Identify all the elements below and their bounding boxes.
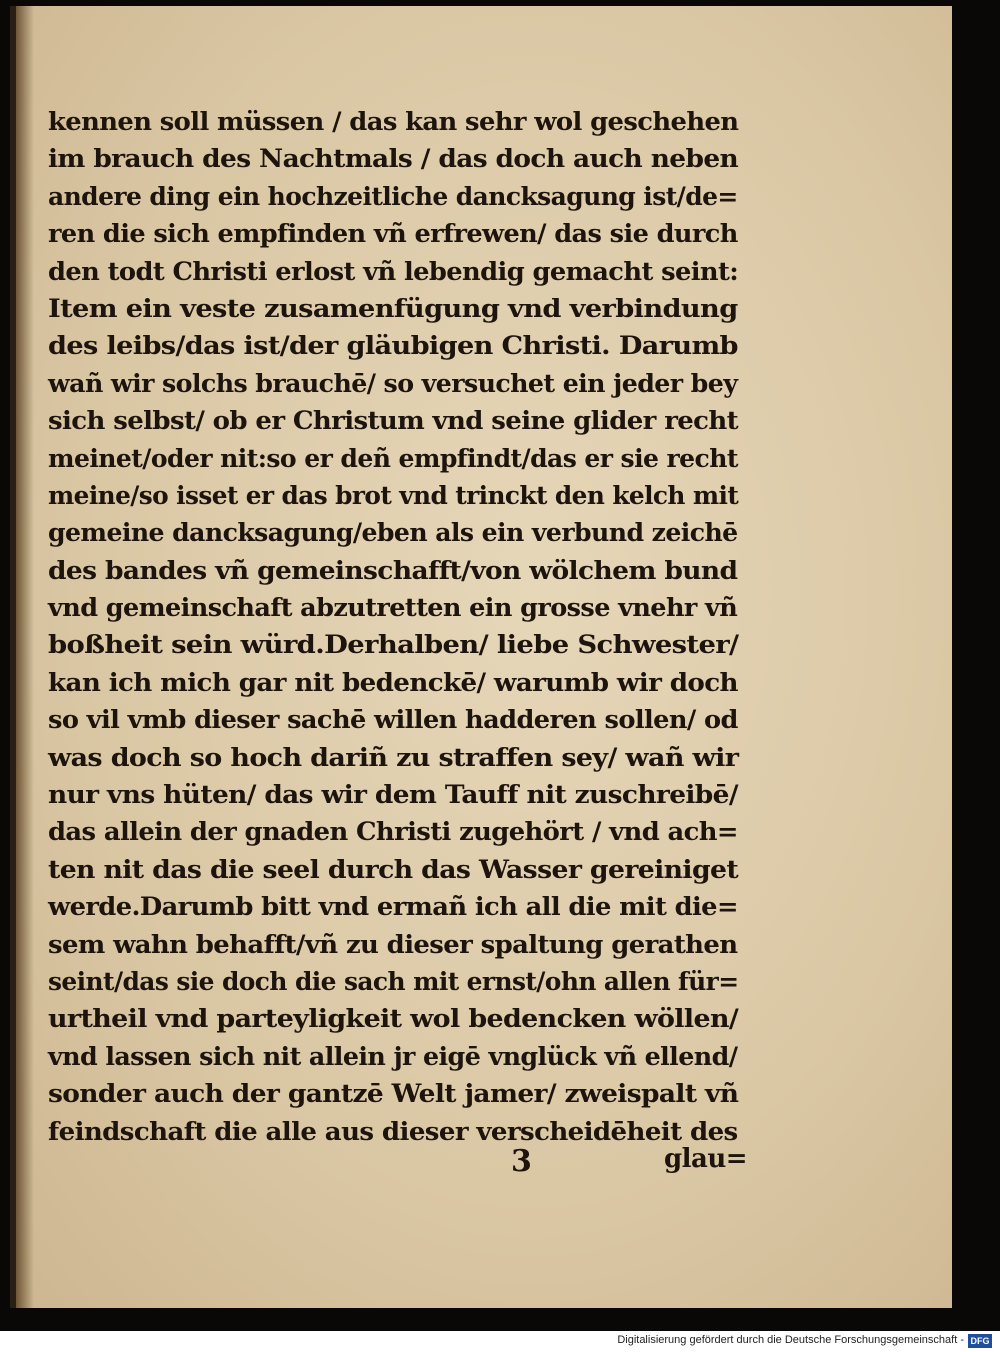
text-line: den todt Christi erlost vñ lebendig gemacht seint: [48, 256, 739, 287]
footer-bar [0, 1331, 1000, 1352]
text-line: sem wahn behafft/vñ zu dieser spaltung gerathen [48, 929, 738, 960]
page-gutter-shadow [16, 6, 34, 1308]
text-line: im brauch des Nachtmals / das doch auch neben [48, 144, 739, 175]
catchword: glau= [664, 1144, 748, 1174]
text-line: das allein der gnaden Christi zugehört / vnd ach= [48, 817, 738, 848]
text-line: Item ein veste zusamenfügung vnd verbindung [48, 293, 738, 324]
text-line: vnd lassen sich nit allein jr eigē vnglück vñ ellend/ [48, 1041, 738, 1072]
text-line: sonder auch der gantzē Welt jamer/ zweispalt vñ [48, 1079, 739, 1110]
text-line: kan ich mich gar nit bedenckē/ warumb wir doch [48, 667, 738, 698]
text-line: boßheit sein würd.Derhalben/ liebe Schwester/ [48, 630, 739, 661]
text-line: sich selbst/ ob er Christum vnd seine glider recht [48, 406, 739, 437]
text-line: gemeine dancksagung/eben als ein verbund zeichē [48, 518, 738, 549]
text-line: kennen soll müssen / das kan sehr wol geschehen [48, 107, 739, 137]
text-line: nur vns hüten/ das wir dem Tauff nit zuschreibē/ [48, 780, 738, 811]
text-line: seint/das sie doch die sach mit ernst/ohn allen für= [48, 966, 739, 997]
book-page [10, 6, 952, 1308]
text-line: vnd gemeinschaft abzutretten ein grosse vnehr vñ [48, 593, 738, 624]
text-line: werde.Darumb bitt vnd ermañ ich all die mit die= [48, 892, 738, 923]
text-line: feindschaft die alle aus dieser verscheidēheit des [48, 1116, 738, 1147]
text-line: wañ wir solchs brauchē/ so versuchet ein jeder bey [48, 368, 738, 399]
text-line: meinet/oder nit:so er deñ empfindt/das er sie recht [48, 443, 738, 474]
text-line: ten nit das die seel durch das Wasser gereiniget [48, 854, 739, 885]
funding-credit: Digitalisierung gefördert durch die Deutsche Forschungsgemeinschaft - [617, 1334, 964, 1346]
text-line: meine/so isset er das brot vnd trinckt den kelch mit [48, 480, 739, 511]
text-line: des leibs/das ist/der gläubigen Christi. Darumb [48, 331, 738, 362]
text-line: des bandes vñ gemeinschafft/von wölchem bund [48, 555, 738, 586]
text-line: was doch so hoch dariñ zu straffen sey/ wañ wir [48, 742, 739, 773]
text-line: andere ding ein hochzeitliche dancksagung ist/de= [48, 181, 738, 212]
page-text [48, 104, 738, 1151]
signature-mark: 3 [511, 1144, 532, 1179]
text-line: urtheil vnd parteyligkeit wol bedencken wöllen/ [48, 1004, 739, 1035]
dfg-logo-icon[interactable]: DFG [968, 1334, 992, 1348]
text-line: ren die sich empfinden vñ erfrewen/ das sie durch [48, 219, 738, 250]
text-line: so vil vmb dieser sachē willen hadderen sollen/ od [48, 705, 738, 736]
